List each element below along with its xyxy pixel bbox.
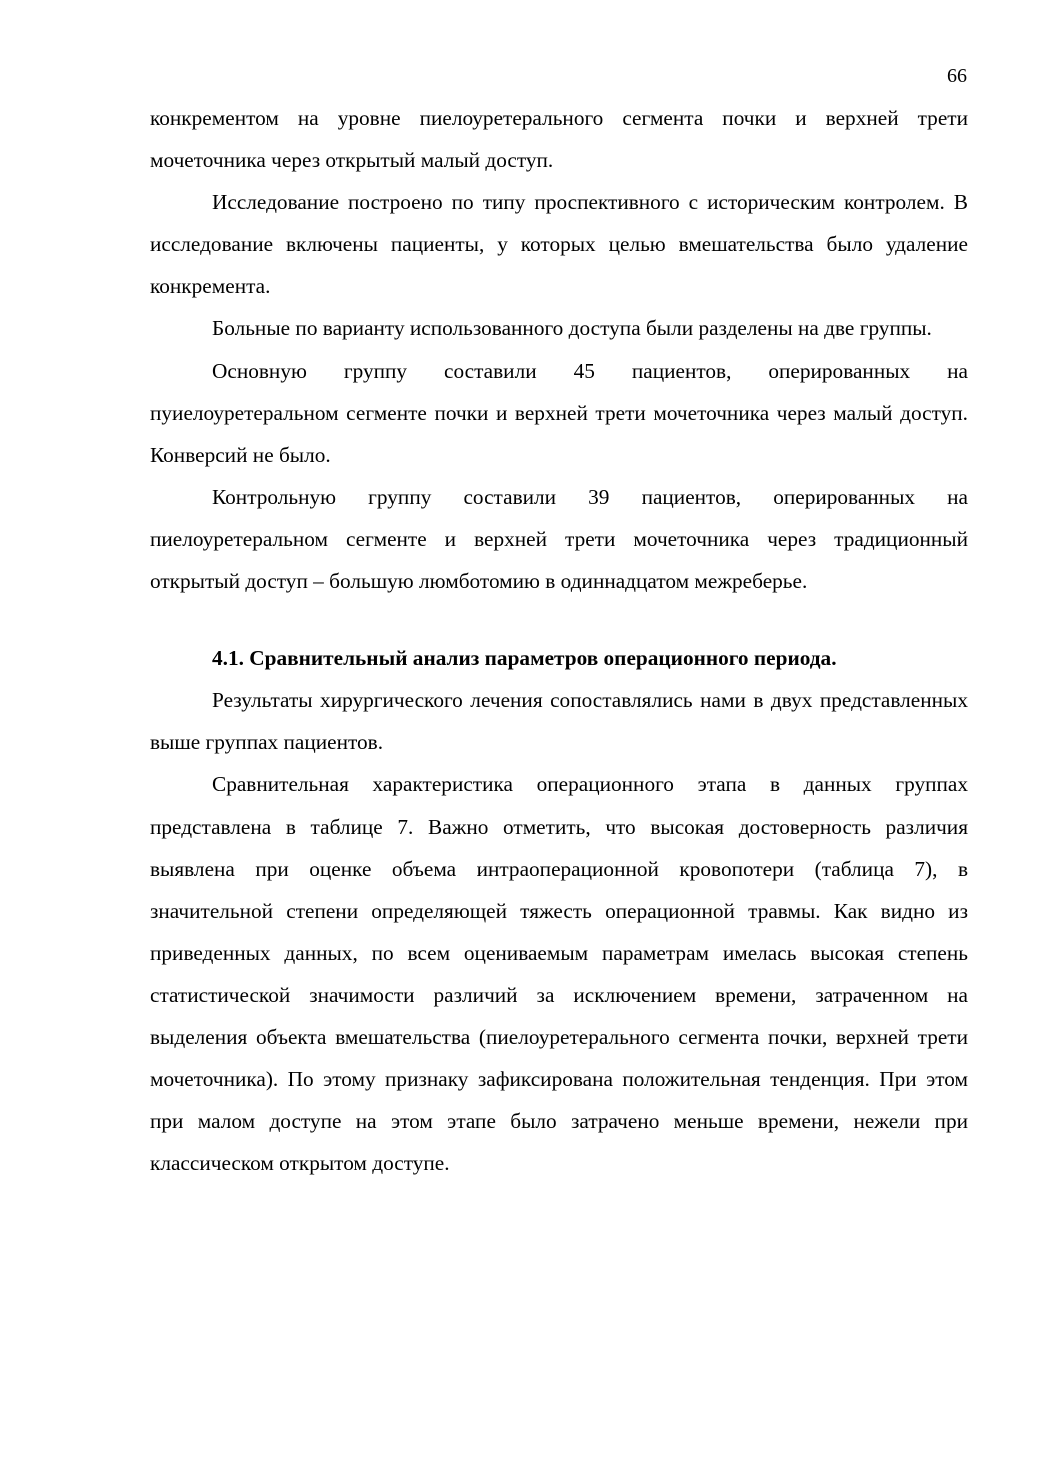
paragraph: Основную группу составили 45 пациентов, оперированных на пуиелоуретеральном сегменте почки и верхней трети мочеточника через малый доступ. Конверсий не было. <box>150 358 968 467</box>
section-heading: 4.1. Сравнительный анализ параметров операционного периода. <box>212 646 837 671</box>
paragraph: конкрементом на уровне пиелоуретерального сегмента почки и верхней трети мочеточника через открытый малый доступ. <box>150 106 968 173</box>
document-body <box>150 97 968 1184</box>
paragraph: Результаты хирургического лечения сопоставлялись нами в двух представленных выше группах пациентов. <box>150 688 968 755</box>
paragraph: Контрольную группу составили 39 пациентов, оперированных на пиелоуретеральном сегменте и верхней трети мочеточника через традиционный открытый доступ – большую люмботомию в одиннадцатом межреберье. <box>150 484 968 594</box>
paragraph: Сравнительная характеристика операционного этапа в данных группах представлена в таблице 7. Важно отметить, что высокая достоверность различия выявлена при оценке объема интраоперационной кровопотери (таблица 7), в значительной степени определяющей тяжесть операционной травмы. Как видно из приведенных данных, по всем оцениваемым параметрам имелась высокая степень статистической значимости различий за исключением времени, затраченном на выделения объекта вмешательства (пиелоуретерального сегмента почки, верхней трети мочеточника). По этому признаку зафиксирована положительная тенденция. При этом при малом доступе на этом этапе было затрачено меньше времени, нежели при классическом открытом доступе. <box>150 772 968 1176</box>
paragraph: Больные по варианту использованного доступа были разделены на две группы. <box>212 316 932 341</box>
page-number: 66 <box>947 65 967 87</box>
paragraph: Исследование построено по типу проспективного с историческим контролем. В исследование включены пациенты, у которых целью вмешательства было удаление конкремента. <box>150 190 968 299</box>
